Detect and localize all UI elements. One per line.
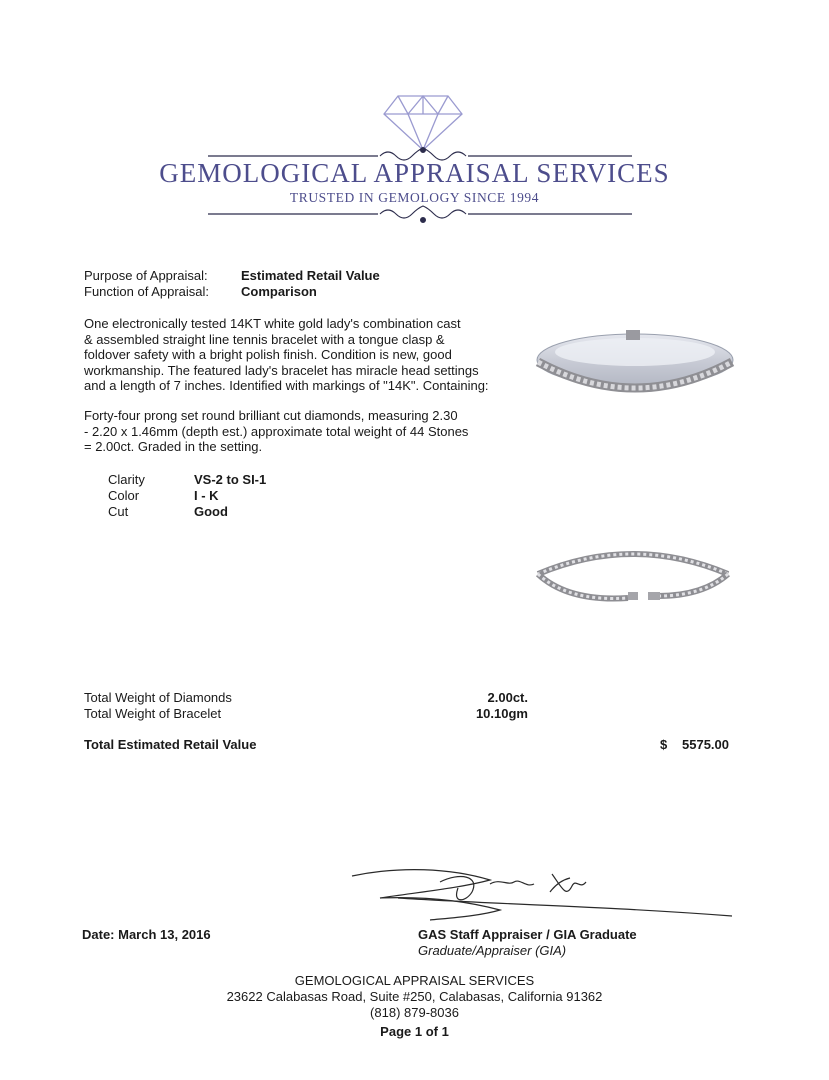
- total-diamonds-value: 2.00ct.: [487, 690, 528, 705]
- appraiser-title: GAS Staff Appraiser / GIA Graduate: [418, 927, 637, 942]
- bracelet-photo-display: [530, 318, 740, 418]
- appraiser-signature: [340, 858, 740, 928]
- cut-label: Cut: [108, 504, 129, 519]
- footer-company: GEMOLOGICAL APPRAISAL SERVICES: [294, 973, 535, 988]
- total-bracelet-value: 10.10gm: [475, 706, 528, 721]
- stones-line: Forty-four prong set round brilliant cut diamonds, measuring 2.30: [84, 408, 458, 423]
- function-value: Comparison: [241, 284, 317, 299]
- cut-value: Good: [194, 504, 228, 519]
- bottom-ornament-rule: [208, 206, 632, 223]
- description-line: & assembled straight line tennis bracelet with a tongue clasp &: [84, 331, 445, 347]
- clarity-label: Clarity: [108, 472, 145, 487]
- clarity-value: VS-2 to SI-1: [194, 472, 267, 487]
- company-name-title: GEMOLOGICAL APPRAISAL SERVICES: [159, 158, 670, 188]
- appraiser-subtitle: Graduate/Appraiser (GIA): [418, 943, 567, 958]
- total-diamonds-label: Total Weight of Diamonds: [84, 690, 232, 705]
- description-line: workmanship. The featured lady's bracelet has miracle head settings: [84, 362, 479, 378]
- function-label: Function of Appraisal:: [84, 284, 210, 299]
- currency-symbol: $: [660, 737, 668, 752]
- stones-line: - 2.20 x 1.46mm (depth est.) approximate total weight of 44 Stones: [84, 423, 469, 439]
- total-retail-label: Total Estimated Retail Value: [84, 737, 257, 752]
- bracelet-photo-flat: [528, 540, 738, 610]
- stones-description: [84, 408, 524, 455]
- page-number: Page 1 of 1: [380, 1024, 449, 1039]
- color-value: I - K: [194, 488, 219, 503]
- total-bracelet-label: Total Weight of Bracelet: [84, 706, 222, 721]
- purpose-label: Purpose of Appraisal:: [84, 268, 208, 283]
- diamond-icon: [384, 96, 462, 150]
- description-line: and a length of 7 inches. Identified with markings of "14K". Containing:: [84, 378, 489, 393]
- description-line: foldover safety with a bright polish finish. Condition is new, good: [84, 347, 452, 362]
- company-tagline: TRUSTED IN GEMOLOGY SINCE 1994: [289, 190, 540, 205]
- total-retail-value: 5575.00: [682, 737, 729, 752]
- stones-line: = 2.00ct. Graded in the setting.: [84, 439, 263, 454]
- purpose-value: Estimated Retail Value: [241, 268, 380, 283]
- color-label: Color: [108, 488, 140, 503]
- appraisal-date: Date: March 13, 2016: [82, 927, 211, 942]
- footer-address: 23622 Calabasas Road, Suite #250, Calabasas, California 91362: [226, 989, 603, 1004]
- description-line: One electronically tested 14KT white gold lady's combination cast: [84, 316, 461, 331]
- item-description: [84, 316, 524, 394]
- footer-phone: (818) 879-8036: [370, 1005, 459, 1020]
